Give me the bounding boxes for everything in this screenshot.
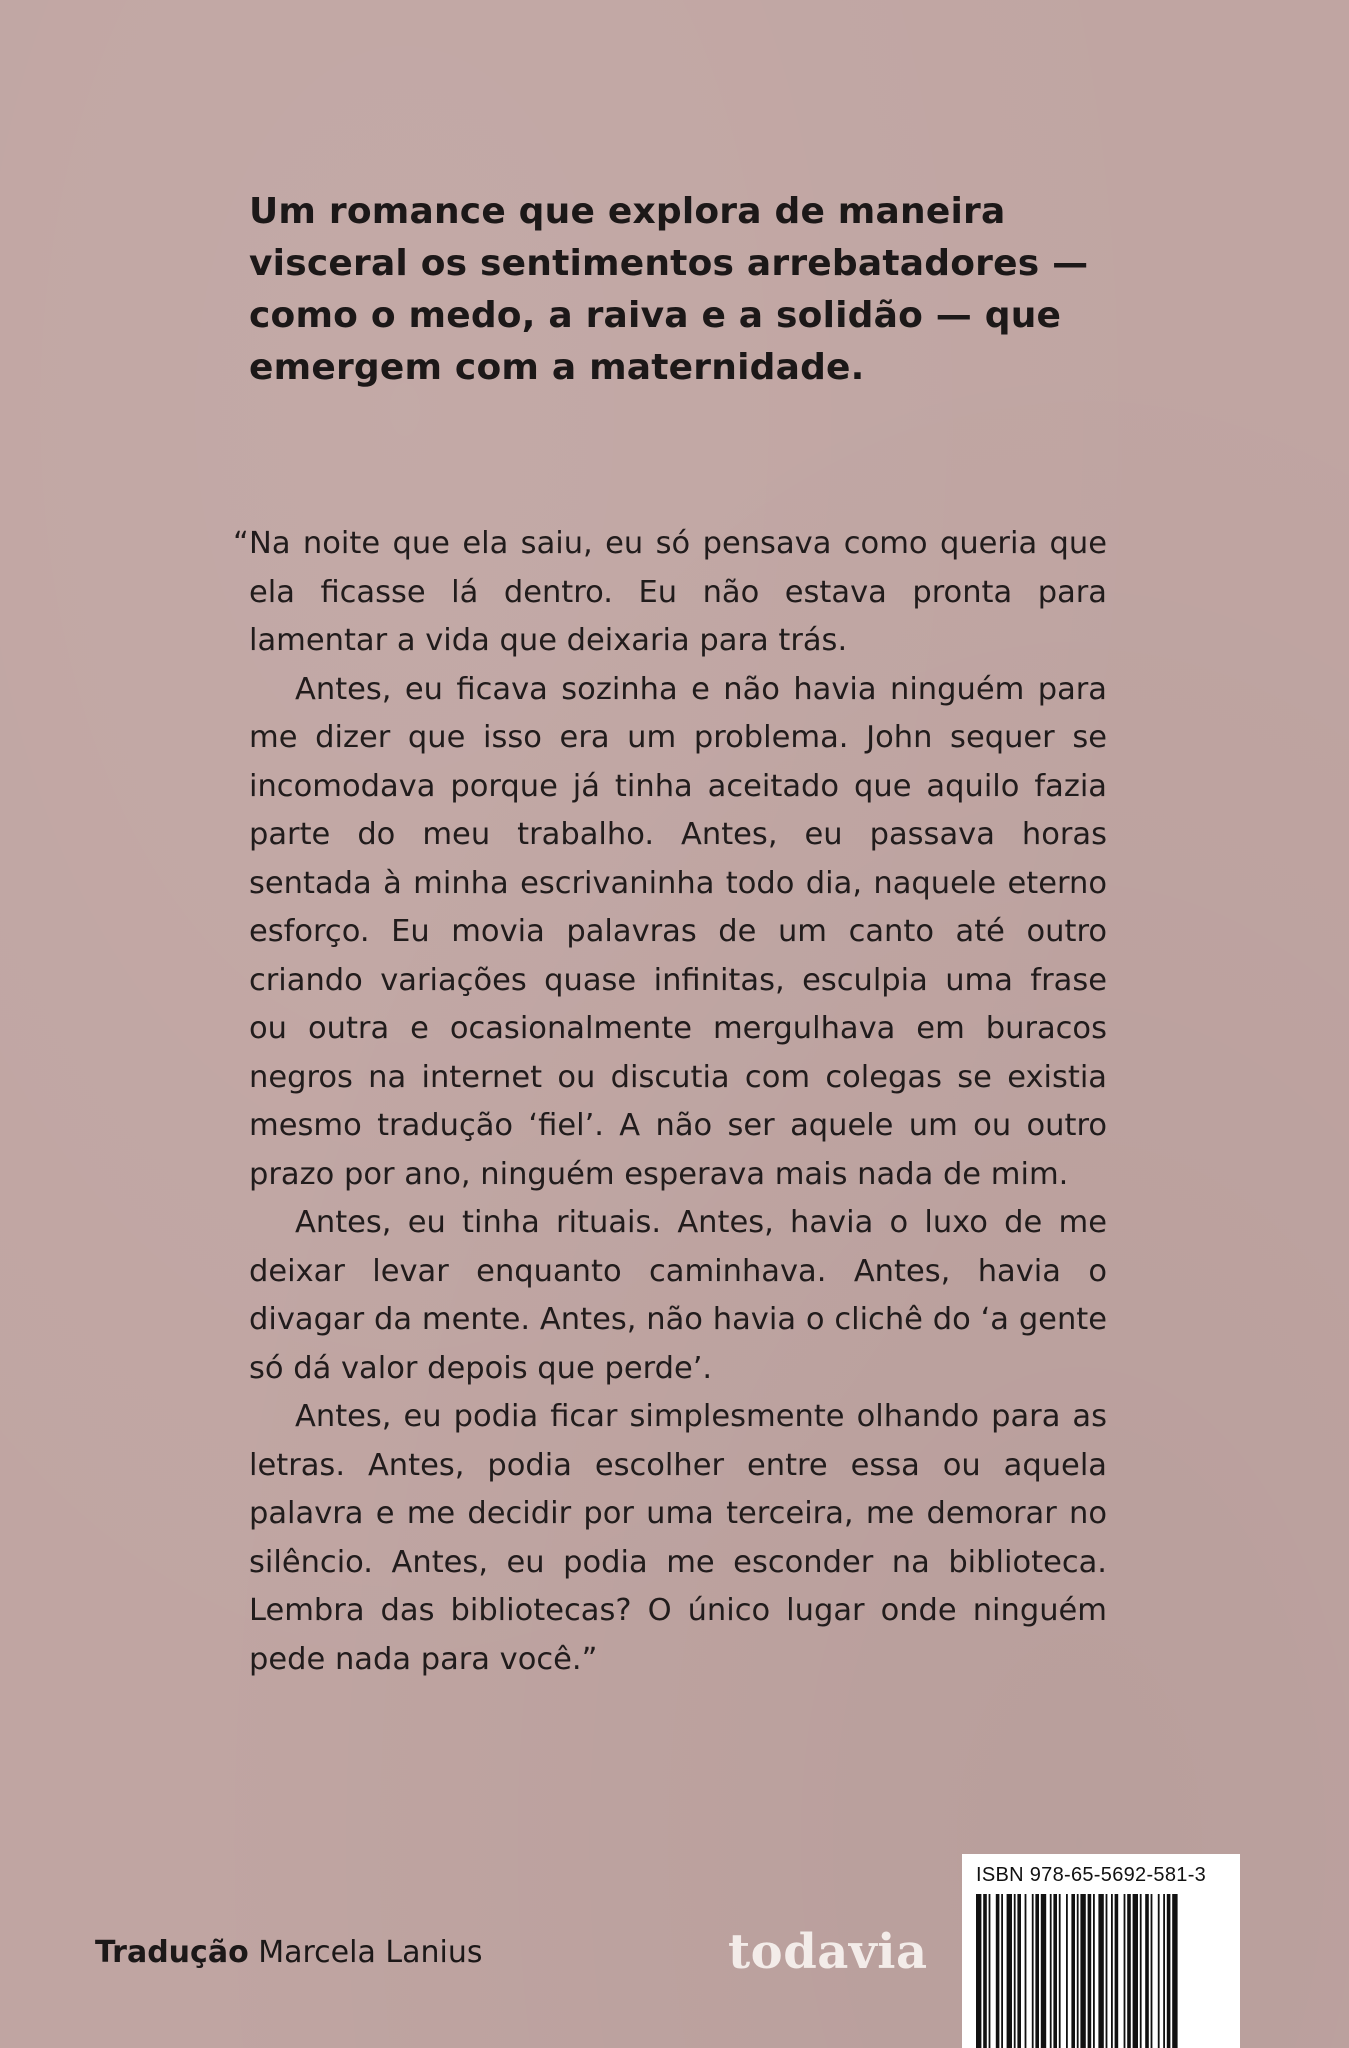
barcode-bar bbox=[1115, 1894, 1119, 2048]
translator-label: Tradução bbox=[95, 1935, 249, 1970]
barcode-bar bbox=[1032, 1894, 1034, 2048]
excerpt-paragraph: Antes, eu tinha rituais. Antes, havia o luxo de me deixar levar enquanto caminhava. Antes, havia o divagar da mente. Antes, não havia o clichê do ‘a gente só dá valor depois que perde’. bbox=[249, 1205, 1107, 1386]
excerpt-paragraph: Antes, eu ficava sozinha e não havia ninguém para me dizer que isso era um problema. John sequer se incomodava porque já tinha aceitado que aquilo fazia parte do meu trabalho. Antes, eu passava horas sentada à minha escrivaninha todo dia, naquele eterno esforço. Eu movia palavras de um canto até outro criando variações quase infinitas, esculpia uma frase ou outra e ocasionalmente mergulhava em buracos negros na internet ou discutia com colegas se existia mesmo tradução ‘fiel’. A não ser aquele um ou outro prazo por ano, ninguém esperava mais nada de mim. bbox=[249, 671, 1107, 1192]
publisher-logo: todavia bbox=[728, 1924, 928, 1980]
barcode-bar bbox=[1025, 1894, 1027, 2048]
barcode-bar bbox=[1071, 1894, 1075, 2048]
barcode-bar bbox=[1133, 1894, 1138, 2048]
barcode-bar bbox=[1035, 1894, 1039, 2048]
isbn-number: ISBN 978-65-5692-581-3 bbox=[976, 1864, 1207, 1886]
barcode-bar bbox=[1066, 1894, 1068, 2048]
barcode-bar bbox=[1017, 1894, 1021, 2048]
barcode-bar bbox=[1080, 1894, 1085, 2048]
excerpt-paragraph: Antes, eu podia ficar simplesmente olhando para as letras. Antes, podia escolher entre essa ou aquela palavra e me decidir por uma terceira, me demorar no silêncio. Antes, eu podia me esconder na biblioteca. Lembra das bibliotecas? O único lugar onde ninguém pede nada para você.” bbox=[249, 1399, 1107, 1677]
translator-name: Marcela Lanius bbox=[258, 1935, 483, 1970]
barcode bbox=[976, 1894, 1226, 2048]
opening-quote-mark: “ bbox=[233, 526, 249, 561]
barcode-bar bbox=[1163, 1894, 1165, 2048]
barcode-bar bbox=[976, 1894, 981, 2048]
barcode-bar bbox=[983, 1894, 987, 2048]
barcode-bar bbox=[1172, 1894, 1177, 2048]
excerpt-paragraph-text: Na noite que ela saiu, eu só pensava como queria que ela ficasse lá dentro. Eu não estava pronta para lamentar a vida que deixaria para trás. bbox=[249, 526, 1107, 658]
barcode-bar bbox=[1041, 1894, 1046, 2048]
barcode-bar bbox=[1059, 1894, 1061, 2048]
blurb-text: Um romance que explora de maneira visceral os sentimentos arrebatadores — como o medo, a raiva e a solidão — que emergem com a maternidade. bbox=[249, 191, 1089, 388]
barcode-bar bbox=[1014, 1894, 1016, 2048]
barcode-bar bbox=[989, 1894, 991, 2048]
barcode-bar bbox=[1050, 1894, 1052, 2048]
excerpt-paragraph bbox=[233, 520, 1107, 666]
isbn-barcode-box bbox=[962, 1854, 1240, 2048]
barcode-bar bbox=[1106, 1894, 1108, 2048]
barcode-bar bbox=[1007, 1894, 1012, 2048]
barcode-bar bbox=[1053, 1894, 1057, 2048]
barcode-bar bbox=[1145, 1894, 1149, 2048]
translator-credit bbox=[95, 1931, 482, 1975]
excerpt bbox=[233, 520, 1107, 1684]
barcode-bar bbox=[1088, 1894, 1092, 2048]
barcode-bar bbox=[1127, 1894, 1131, 2048]
barcode-bar bbox=[1151, 1894, 1153, 2048]
barcode-bar bbox=[1098, 1894, 1103, 2048]
barcode-bar bbox=[1124, 1894, 1126, 2048]
barcode-bar bbox=[1001, 1894, 1003, 2048]
barcode-bar bbox=[1167, 1894, 1171, 2048]
barcode-bar bbox=[1111, 1894, 1113, 2048]
barcode-bar bbox=[1140, 1894, 1142, 2048]
barcode-bar bbox=[1158, 1894, 1160, 2048]
barcode-bar bbox=[1093, 1894, 1095, 2048]
barcode-bar bbox=[996, 1894, 1000, 2048]
barcode-bar bbox=[1077, 1894, 1079, 2048]
